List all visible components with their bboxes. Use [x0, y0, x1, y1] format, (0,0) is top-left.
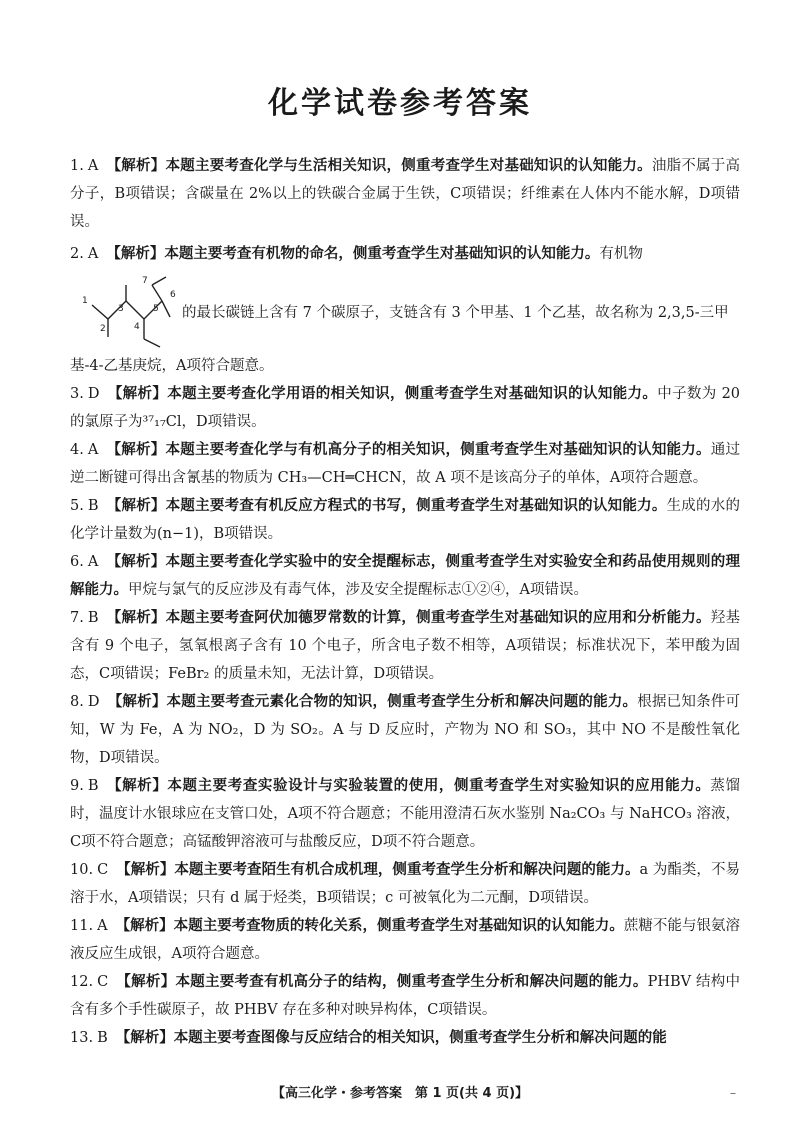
analysis-tag: 【解析】: [107, 386, 168, 402]
question-3: 3. D 【解析】本题主要考查化学用语的相关知识，侧重考查学生对基础知识的认知能力。中子数为 20 的氯原子为³⁷₁₇Cl，D项错误。: [70, 380, 740, 436]
question-2-structure-row: 1 2 3 4 5 6 7 的最长碳链上含有 7 个碳原子，支链含有 3 个甲基、1 个乙基，故名称为 2,3,5-三甲: [70, 270, 740, 352]
question-11: 11. A 【解析】本题主要考查物质的转化关系，侧重考查学生对基础知识的认知能力。蔗糖不能与银氨溶液反应生成银，A项符合题意。: [70, 912, 740, 968]
analysis-tag: 【解析】: [116, 862, 175, 878]
answer-letter: A: [87, 158, 99, 174]
analysis-tag: 【解析】: [106, 246, 165, 262]
analysis-tag: 【解析】: [106, 498, 166, 514]
analysis-tag: 【解析】: [106, 442, 166, 458]
answer-letter: A: [87, 246, 99, 262]
svg-text:3: 3: [118, 304, 124, 314]
skeletal-formula: [70, 271, 178, 351]
question-9: 9. B 【解析】本题主要考查实验设计与实验装置的使用，侧重考查学生对实验知识的应用能力。蒸馏时，温度计水银球应在支管口处，A项不符合题意；不能用澄清石灰水鉴别 Na₂CO₃ 与 NaHCO₃ 溶液，C项不符合题意；高锰酸钾溶液可与盐酸反应，D项不符合题意。: [70, 772, 740, 856]
analysis-tag: 【解析】: [115, 918, 174, 934]
answer-letter: B: [87, 610, 99, 626]
analysis-tag: 【解析】: [115, 1030, 174, 1046]
question-7: 7. B 【解析】本题主要考查阿伏加德罗常数的计算，侧重考查学生对基础知识的应用和分析能力。羟基含有 9 个电子，氢氧根离子含有 10 个电子，所含电子数不相等，A项错误；标准状况下，苯甲酸为固态，C项错误；FeBr₂ 的质量未知，无法计算，D项错误。: [70, 604, 740, 688]
analysis-tag: 【解析】: [106, 610, 166, 626]
svg-text:6: 6: [170, 290, 176, 300]
answer-letter: B: [97, 1030, 108, 1046]
analysis-tag: 【解析】: [116, 974, 176, 990]
answer-letter: D: [87, 694, 100, 710]
svg-text:7: 7: [142, 276, 148, 286]
analysis-tag: 【解析】: [106, 158, 166, 174]
question-10: 10. C 【解析】本题主要考查陌生有机合成机理，侧重考查学生分析和解决问题的能力。a 为酯类，不易溶于水，A项错误；只有 d 属于烃类，B项错误；c 可被氧化为二元酮，D项错误。: [70, 856, 740, 912]
page-footer: 【高三化学・参考答案 第 1 页(共 4 页)】: [271, 1086, 529, 1101]
corner-mark: –: [730, 1086, 736, 1100]
analysis-tag: 【解析】: [106, 778, 168, 794]
answer-letter: A: [97, 918, 108, 934]
svg-text:4: 4: [134, 322, 140, 332]
answer-letter: C: [97, 974, 109, 990]
answer-letter: A: [87, 442, 99, 458]
answer-letter: B: [87, 498, 99, 514]
analysis-tag: 【解析】: [107, 694, 167, 710]
question-6: 6. A 【解析】本题主要考查化学实验中的安全提醒标志，侧重考查学生对实验安全和药品使用规则的理解能力。甲烷与氯气的反应涉及有毒气体，涉及安全提醒标志①②④，A项错误。: [70, 548, 740, 604]
answer-letter: B: [87, 778, 99, 794]
svg-text:1: 1: [82, 296, 88, 306]
analysis-tag: 【解析】: [106, 554, 166, 570]
page-title: 化学试卷参考答案: [268, 86, 532, 121]
question-8: 8. D 【解析】本题主要考查元素化合物的知识，侧重考查学生分析和解决问题的能力。根据已知条件可知，W 为 Fe，A 为 NO₂，D 为 SO₂。A 与 D 反应时，产物为 NO 和 SO₃，其中 NO 不是酸性氧化物，D项错误。: [70, 688, 740, 772]
answer-letter: D: [87, 386, 100, 402]
question-12: 12. C 【解析】本题主要考查有机高分子的结构，侧重考查学生分析和解决问题的能力。PHBV 结构中含有多个手性碳原子，故 PHBV 存在多种对映异构体，C项错误。: [70, 968, 740, 1024]
answer-letter: C: [97, 862, 109, 878]
question-13: 13. B 【解析】本题主要考查图像与反应结合的相关知识，侧重考查学生分析和解决问题的能: [70, 1024, 740, 1052]
answer-list: 1. A 【解析】本题主要考查化学与生活相关知识，侧重考查学生对基础知识的认知能力。油脂不属于高分子，B项错误；含碳量在 2%以上的铁碳合金属于生铁，C项错误；纤维素在人体内不能水解，D项错误。 2. A 【解析】本题主要考查有机物的命名，侧重考查学生对基础知识的认知能力。有机物 1 2 3 4 5 6 7 的最长碳链上含有 7 个碳原子，支链含有 3 个甲基、1 个乙基，故名称为 2,3,5-三甲 基-4-乙基庚烷，A项符合题意。 3. D 【解析】本题主要考查化学用语的相关知识，侧重考查学生对基础知识的认知能力。中子数为 20 的氯原子为³⁷₁₇Cl，D项错误。 4. A 【解析】本题主要考查化学与有机高分子的相关知识，侧重考查学生对基础知识的认知能力。通过逆二断键可得出含氰基的物质为 CH₃—CH═CHCN，故 A 项不是该高分子的单体，A项符合题意。 5. B 【解析】本题主要考查有机反应方程式的书写，侧重考查学生对基础知识的认知能力。生成的水的化学计量数为(n−1)，B项错误。 6. A 【解析】本题主要考查化学实验中的安全提醒标志，侧重考查学生对实验安全和药品使用规则的理解能力。甲烷与氯气的反应涉及有毒气体，涉及安全提醒标志①②④，A项错误。 7. B 【解析】本题主要考查阿伏加德罗常数的计算，侧重考查学生对基础知识的应用和分析能力。羟基含有 9 个电子，氢氧根离子含有 10 个电子，所含电子数不相等，A项错误；标准状况下，苯甲酸为固态，C项错误；FeBr₂ 的质量未知，无法计算，D项错误。 8. D 【解析】本题主要考查元素化合物的知识，侧重考查学生分析和解决问题的能力。根据已知条件可知，W 为 Fe，A 为 NO₂，D 为 SO₂。A 与 D 反应时，产物为 NO 和 SO₃，其中 NO 不是酸性氧化物，D项错误。 9. B 【解析】本题主要考查实验设计与实验装置的使用，侧重考查学生对实验知识的应用能力。蒸馏时，温度计水银球应在支管口处，A项不符合题意；不能用澄清石灰水鉴别 Na₂CO₃ 与 NaHCO₃ 溶液，C项不符合题意；高锰酸钾溶液可与盐酸反应，D项不符合题意。 10. C 【解析】本题主要考查陌生有机合成机理，侧重考查学生分析和解决问题的能力。a 为酯类，不易溶于水，A项错误；只有 d 属于烃类，B项错误；c 可被氧化为二元酮，D项错误。 11. A 【解析】本题主要考查物质的转化关系，侧重考查学生对基础知识的认知能力。蔗糖不能与银氨溶液反应生成银，A项符合题意。 12. C 【解析】本题主要考查有机高分子的结构，侧重考查学生分析和解决问题的能力。PHBV 结构中含有多个手性碳原子，故 PHBV 存在多种对映异构体，C项错误。 13. B 【解析】本题主要考查图像与反应结合的相关知识，侧重考查学生分析和解决问题的能: [70, 152, 740, 1052]
question-2: 2. A 【解析】本题主要考查有机物的命名，侧重考查学生对基础知识的认知能力。有机物: [70, 240, 740, 268]
question-4: 4. A 【解析】本题主要考查化学与有机高分子的相关知识，侧重考查学生对基础知识的认知能力。通过逆二断键可得出含氰基的物质为 CH₃—CH═CHCN，故 A 项不是该高分子的单体，A项符合题意。: [70, 436, 740, 492]
svg-text:5: 5: [153, 304, 159, 314]
answer-letter: A: [87, 554, 99, 570]
question-5: 5. B 【解析】本题主要考查有机反应方程式的书写，侧重考查学生对基础知识的认知能力。生成的水的化学计量数为(n−1)，B项错误。: [70, 492, 740, 548]
svg-text:2: 2: [100, 324, 106, 334]
question-1: 1. A 【解析】本题主要考查化学与生活相关知识，侧重考查学生对基础知识的认知能力。油脂不属于高分子，B项错误；含碳量在 2%以上的铁碳合金属于生铁，C项错误；纤维素在人体内不能水解，D项错误。: [70, 152, 740, 236]
